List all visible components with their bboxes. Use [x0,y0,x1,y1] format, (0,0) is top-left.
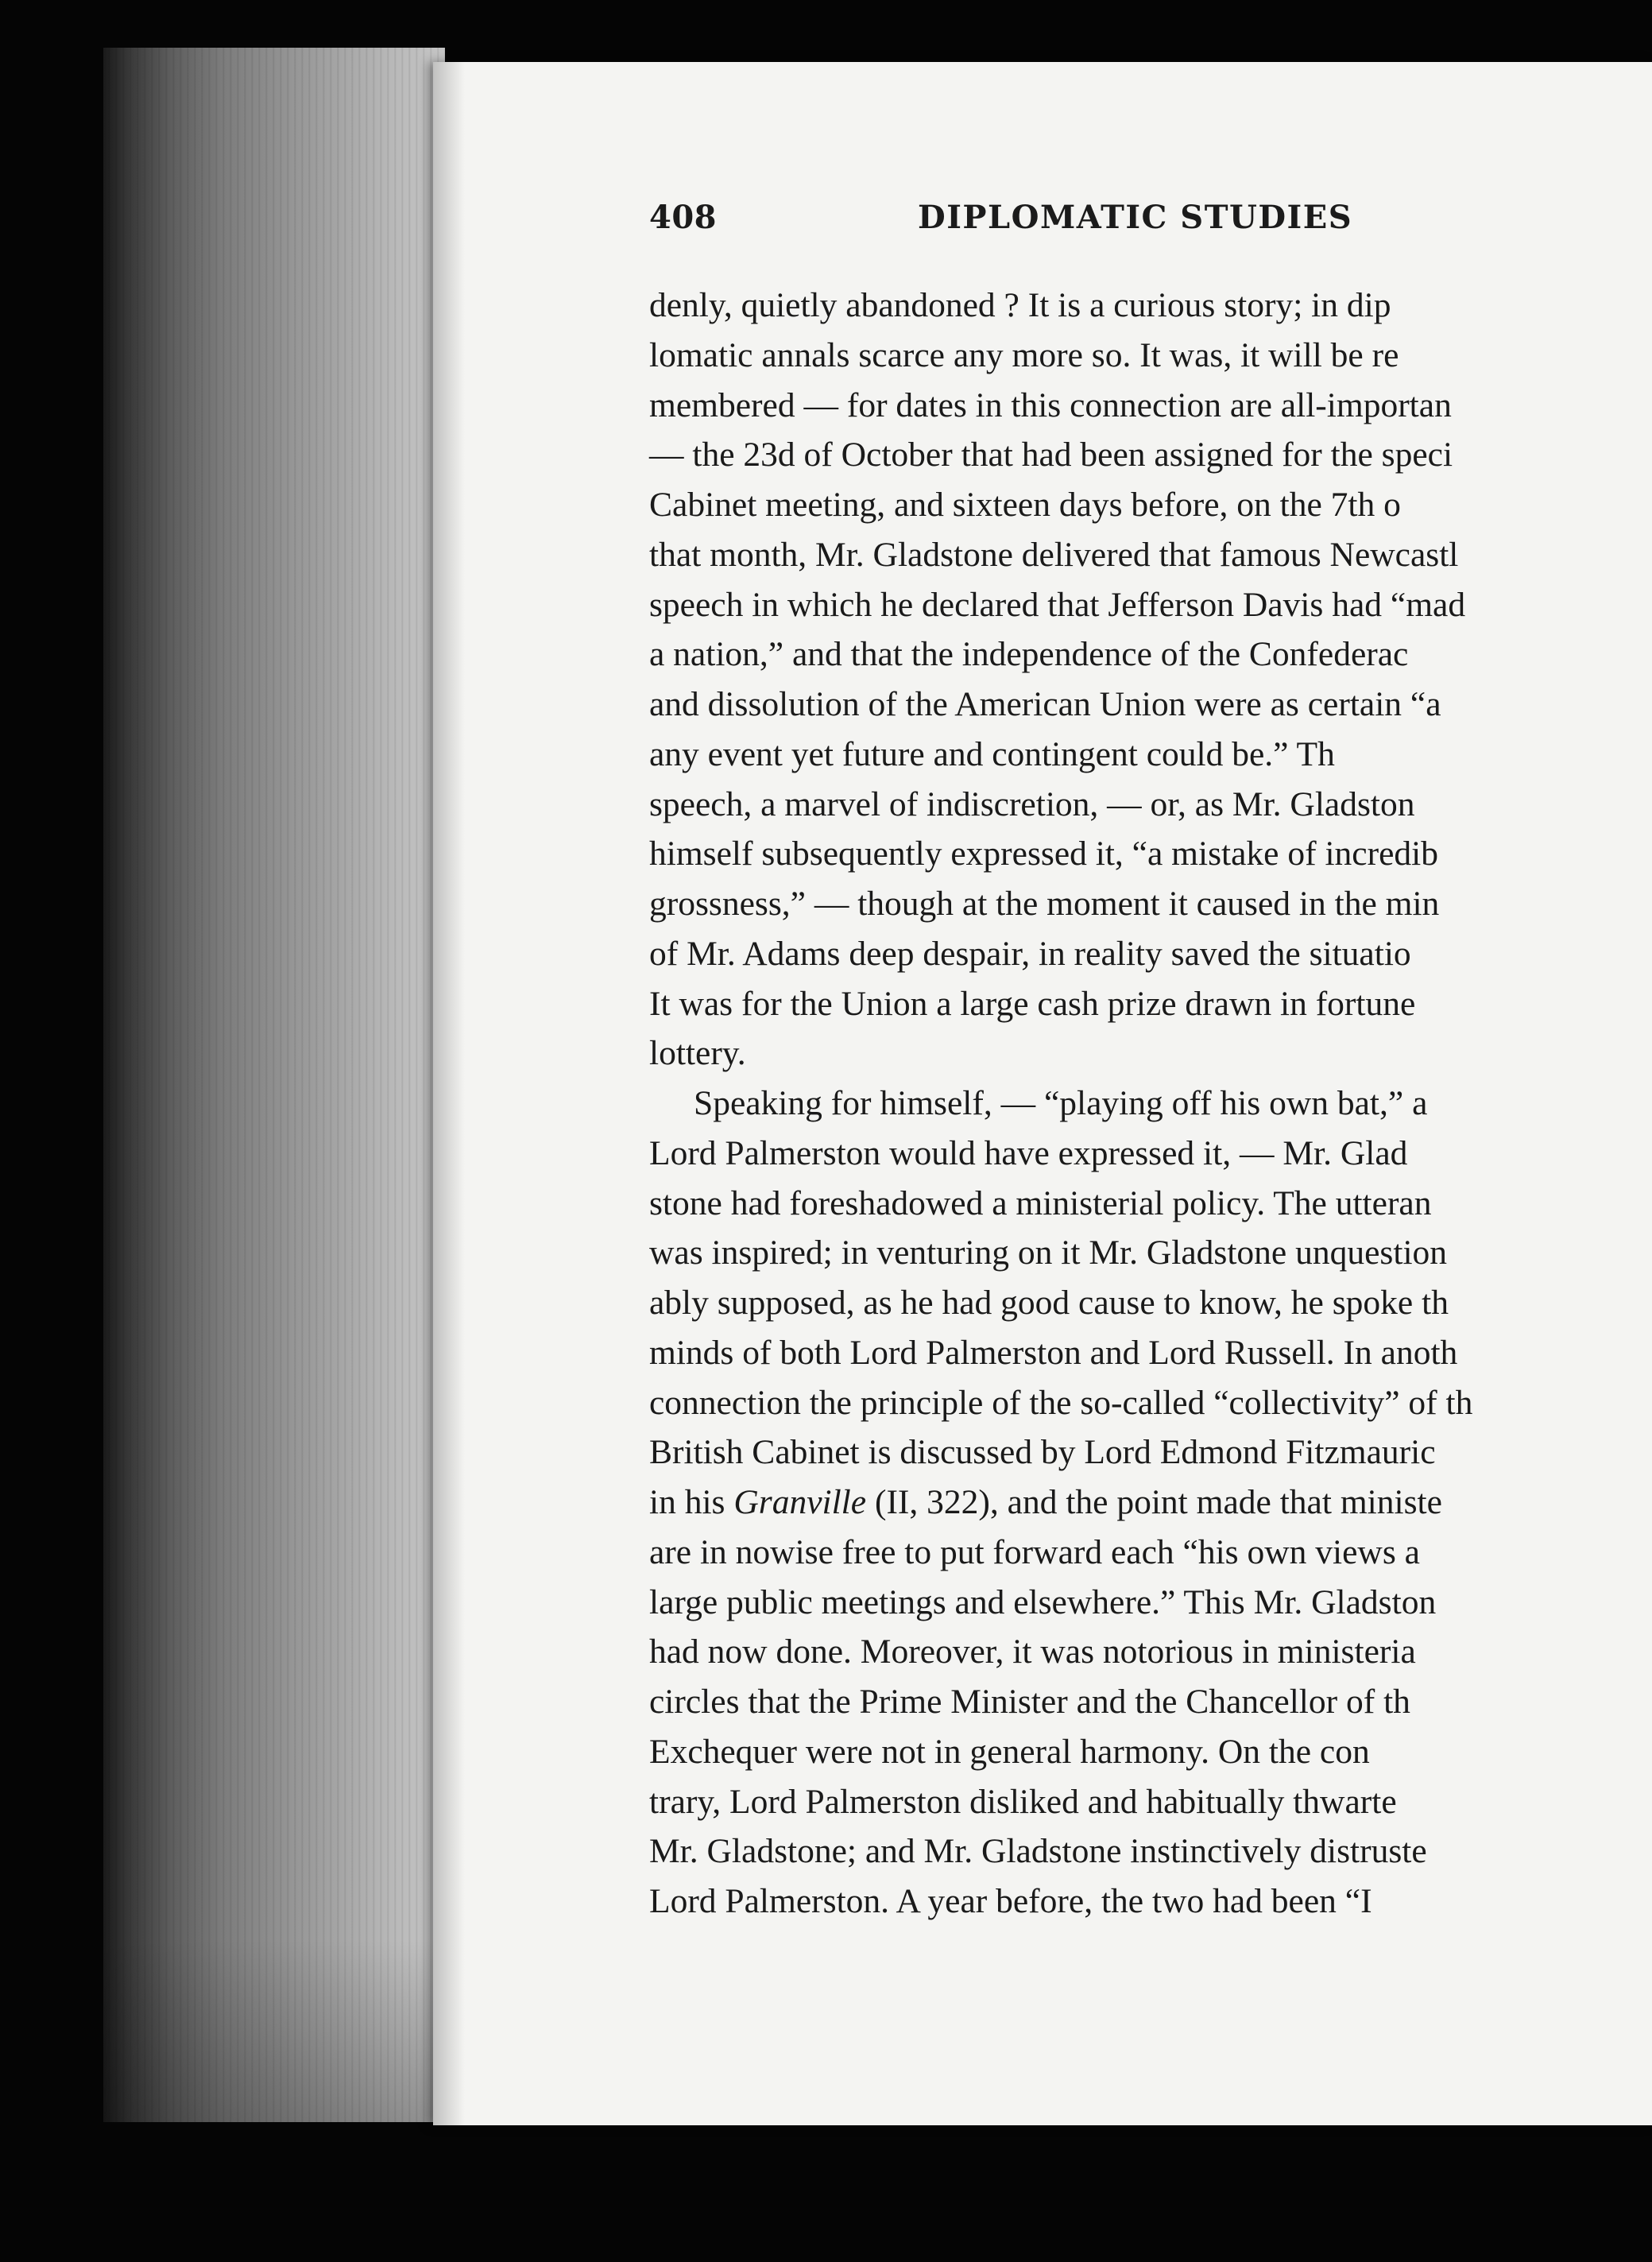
text-line: of Mr. Adams deep despair, in reality saved the situatio [649,934,1411,973]
text-line: Mr. Gladstone; and Mr. Gladstone instinctively distruste [649,1832,1427,1871]
text-line: was inspired; in venturing on it Mr. Gladstone unquestion [649,1234,1448,1272]
text-line: a nation,” and that the independence of the Confederac [649,635,1409,674]
text-line: connection the principle of the so-called “collectivity” of th [649,1383,1473,1422]
text-line: Exchequer were not in general harmony. On the con [649,1732,1370,1771]
text-line: British Cabinet is discussed by Lord Edmond Fitzmauric [649,1433,1436,1472]
text-line: Speaking for himself, — “playing off his own bat,” a [694,1084,1428,1122]
text-line: speech in which he declared that Jefferson Davis had “mad [649,585,1466,624]
text-line: Lord Palmerston. A year before, the two had been “I [649,1882,1372,1920]
body-text [649,281,1652,1927]
book-title-italic: Granville [733,1483,867,1521]
text-line: had now done. Moreover, it was notorious in ministeria [649,1633,1416,1671]
text-line: lottery. [649,1034,746,1073]
page-stack-texture [103,48,445,2122]
text-line: It was for the Union a large cash prize drawn in fortune [649,984,1416,1023]
text-line: lomatic annals scarce any more so. It was, it will be re [649,335,1399,374]
text-line: stone had foreshadowed a ministerial policy. The utteran [649,1183,1432,1222]
text-line: minds of both Lord Palmerston and Lord Russell. In anoth [649,1333,1458,1372]
text-line: any event yet future and contingent could be.” Th [649,734,1335,773]
text-line: — the 23d of October that had been assigned for the speci [649,436,1453,474]
text-line: grossness,” — though at the moment it caused in the min [649,885,1440,923]
text-line: are in nowise free to put forward each “his own views a [649,1532,1420,1571]
text-line: membered — for dates in this connection are all-importan [649,385,1452,424]
text-line: circles that the Prime Minister and the Chancellor of th [649,1683,1410,1721]
binding-shadow [103,1939,445,2122]
running-title: DIPLOMATIC STUDIES [918,199,1353,236]
text-line: large public meetings and elsewhere.” This Mr. Gladston [649,1582,1437,1621]
text-line: denly, quietly abandoned ? It is a curious story; in dip [649,286,1391,324]
text-line-granville [649,1478,1652,1528]
text-segment: (II, 322), and the point made that ministe [866,1483,1442,1521]
running-head [649,199,1652,246]
text-line: and dissolution of the American Union were as certain “a [649,685,1441,723]
book-page [433,62,1652,2125]
text-line: that month, Mr. Gladstone delivered that famous Newcastl [649,535,1459,574]
text-line: trary, Lord Palmerston disliked and habitually thwarte [649,1782,1397,1821]
text-line: himself subsequently expressed it, “a mistake of incredib [649,835,1438,873]
text-segment: in his [649,1483,734,1521]
text-line: Cabinet meeting, and sixteen days before, on the 7th o [649,486,1401,524]
text-line: Lord Palmerston would have expressed it, — Mr. Glad [649,1133,1408,1172]
page-edge-shadow [433,62,465,2125]
text-line: speech, a marvel of indiscretion, — or, as Mr. Gladston [649,784,1415,823]
page-number: 408 [649,199,717,236]
text-line: ably supposed, as he had good cause to know, he spoke th [649,1284,1449,1322]
